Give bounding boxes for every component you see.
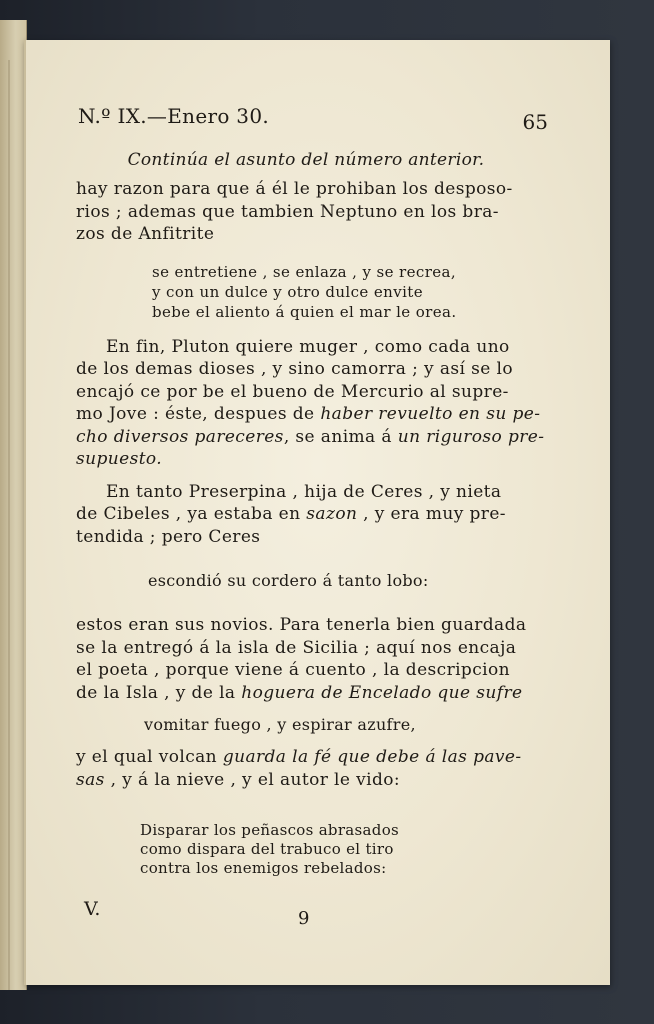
text-run: de la Isla , y de la xyxy=(76,682,242,703)
text-line: supuesto. xyxy=(76,449,163,469)
verse-quote-2: escondió su cordero á tanto lobo: xyxy=(148,571,429,590)
text-line: hay razon para que á él le prohiban los desposo- xyxy=(76,179,513,199)
text-run: , y era muy pre- xyxy=(357,504,506,524)
text-run: , y á la nieve , y el autor le vido: xyxy=(104,769,401,790)
paragraph-5 xyxy=(76,746,536,791)
text-line xyxy=(76,403,541,426)
verse-line: contra los enemigos rebelados: xyxy=(140,859,387,877)
verse-quote-3: vomitar fuego , y espirar azufre, xyxy=(144,715,416,734)
continuation-heading: Continúa el asunto del número anterior. xyxy=(127,150,485,170)
paragraph-3 xyxy=(76,481,536,549)
sheet-number: 9 xyxy=(298,908,310,929)
verse-line: y con un dulce y otro dulce envite xyxy=(152,282,423,301)
text-line xyxy=(76,426,545,449)
page-text-block xyxy=(76,102,548,878)
text-line: En fin, Pluton quiere muger , como cada uno xyxy=(106,336,510,357)
text-line: de los demas dioses , y sino camorra ; y así se lo xyxy=(76,359,514,379)
page-number: 65 xyxy=(522,110,548,134)
italic-run: hoguera de Encelado que sufre xyxy=(241,682,523,703)
italic-run: guarda la fé que debe á las pave- xyxy=(222,747,522,767)
verse-line: como dispara del trabuco el tiro xyxy=(140,840,394,858)
issue-label: N.º IX.—Enero 30. xyxy=(78,104,270,128)
text-line: tendida ; pero Ceres xyxy=(76,526,261,547)
text-line: rios ; ademas que tambien Neptuno en los bra- xyxy=(76,201,499,222)
verse-line: bebe el aliento á quien el mar le orea. xyxy=(152,302,457,321)
text-line: estos eran sus novios. Para tenerla bien guardada xyxy=(76,615,527,635)
running-header xyxy=(76,102,548,136)
text-line: el poeta , porque viene á cuento , la descripcion xyxy=(76,660,510,680)
paragraph-2 xyxy=(76,336,545,471)
text-line xyxy=(76,503,536,526)
text-line: En tanto Preserpina , hija de Ceres , y nieta xyxy=(106,481,502,502)
italic-run: un riguroso pre- xyxy=(397,426,545,447)
text-line: encajó ce por be el bueno de Mercurio al supre- xyxy=(76,381,509,402)
text-run: de Cibeles , ya estaba en xyxy=(76,504,307,524)
verse-line: Disparar los peñascos abrasados xyxy=(140,821,400,839)
verse-line: se entretiene , se enlaza , y se recrea, xyxy=(152,262,457,281)
gutter-line xyxy=(8,60,10,990)
italic-run: sazon xyxy=(306,504,358,524)
italic-run: haber revuelto en su pe- xyxy=(320,404,541,424)
text-line: zos de Anfitrite xyxy=(76,224,215,244)
paragraph-4 xyxy=(76,614,536,704)
text-run: mo Jove : éste, despues de xyxy=(76,404,321,424)
text-line xyxy=(76,746,536,769)
verse-quote-1 xyxy=(152,262,536,322)
book-page xyxy=(24,40,610,985)
italic-run: sas xyxy=(76,769,105,790)
text-line xyxy=(76,682,536,705)
signature-mark: V. xyxy=(84,898,101,920)
text-line xyxy=(76,769,536,792)
paragraph-1 xyxy=(76,178,536,246)
text-run: , se anima á xyxy=(283,426,398,447)
italic-run: cho diversos pareceres xyxy=(76,426,284,447)
verse-quote-4 xyxy=(140,821,536,878)
text-run: y el qual volcan xyxy=(76,747,223,767)
text-line: se la entregó á la isla de Sicilia ; aquí nos encaja xyxy=(76,637,517,658)
left-page-edge xyxy=(0,20,27,990)
